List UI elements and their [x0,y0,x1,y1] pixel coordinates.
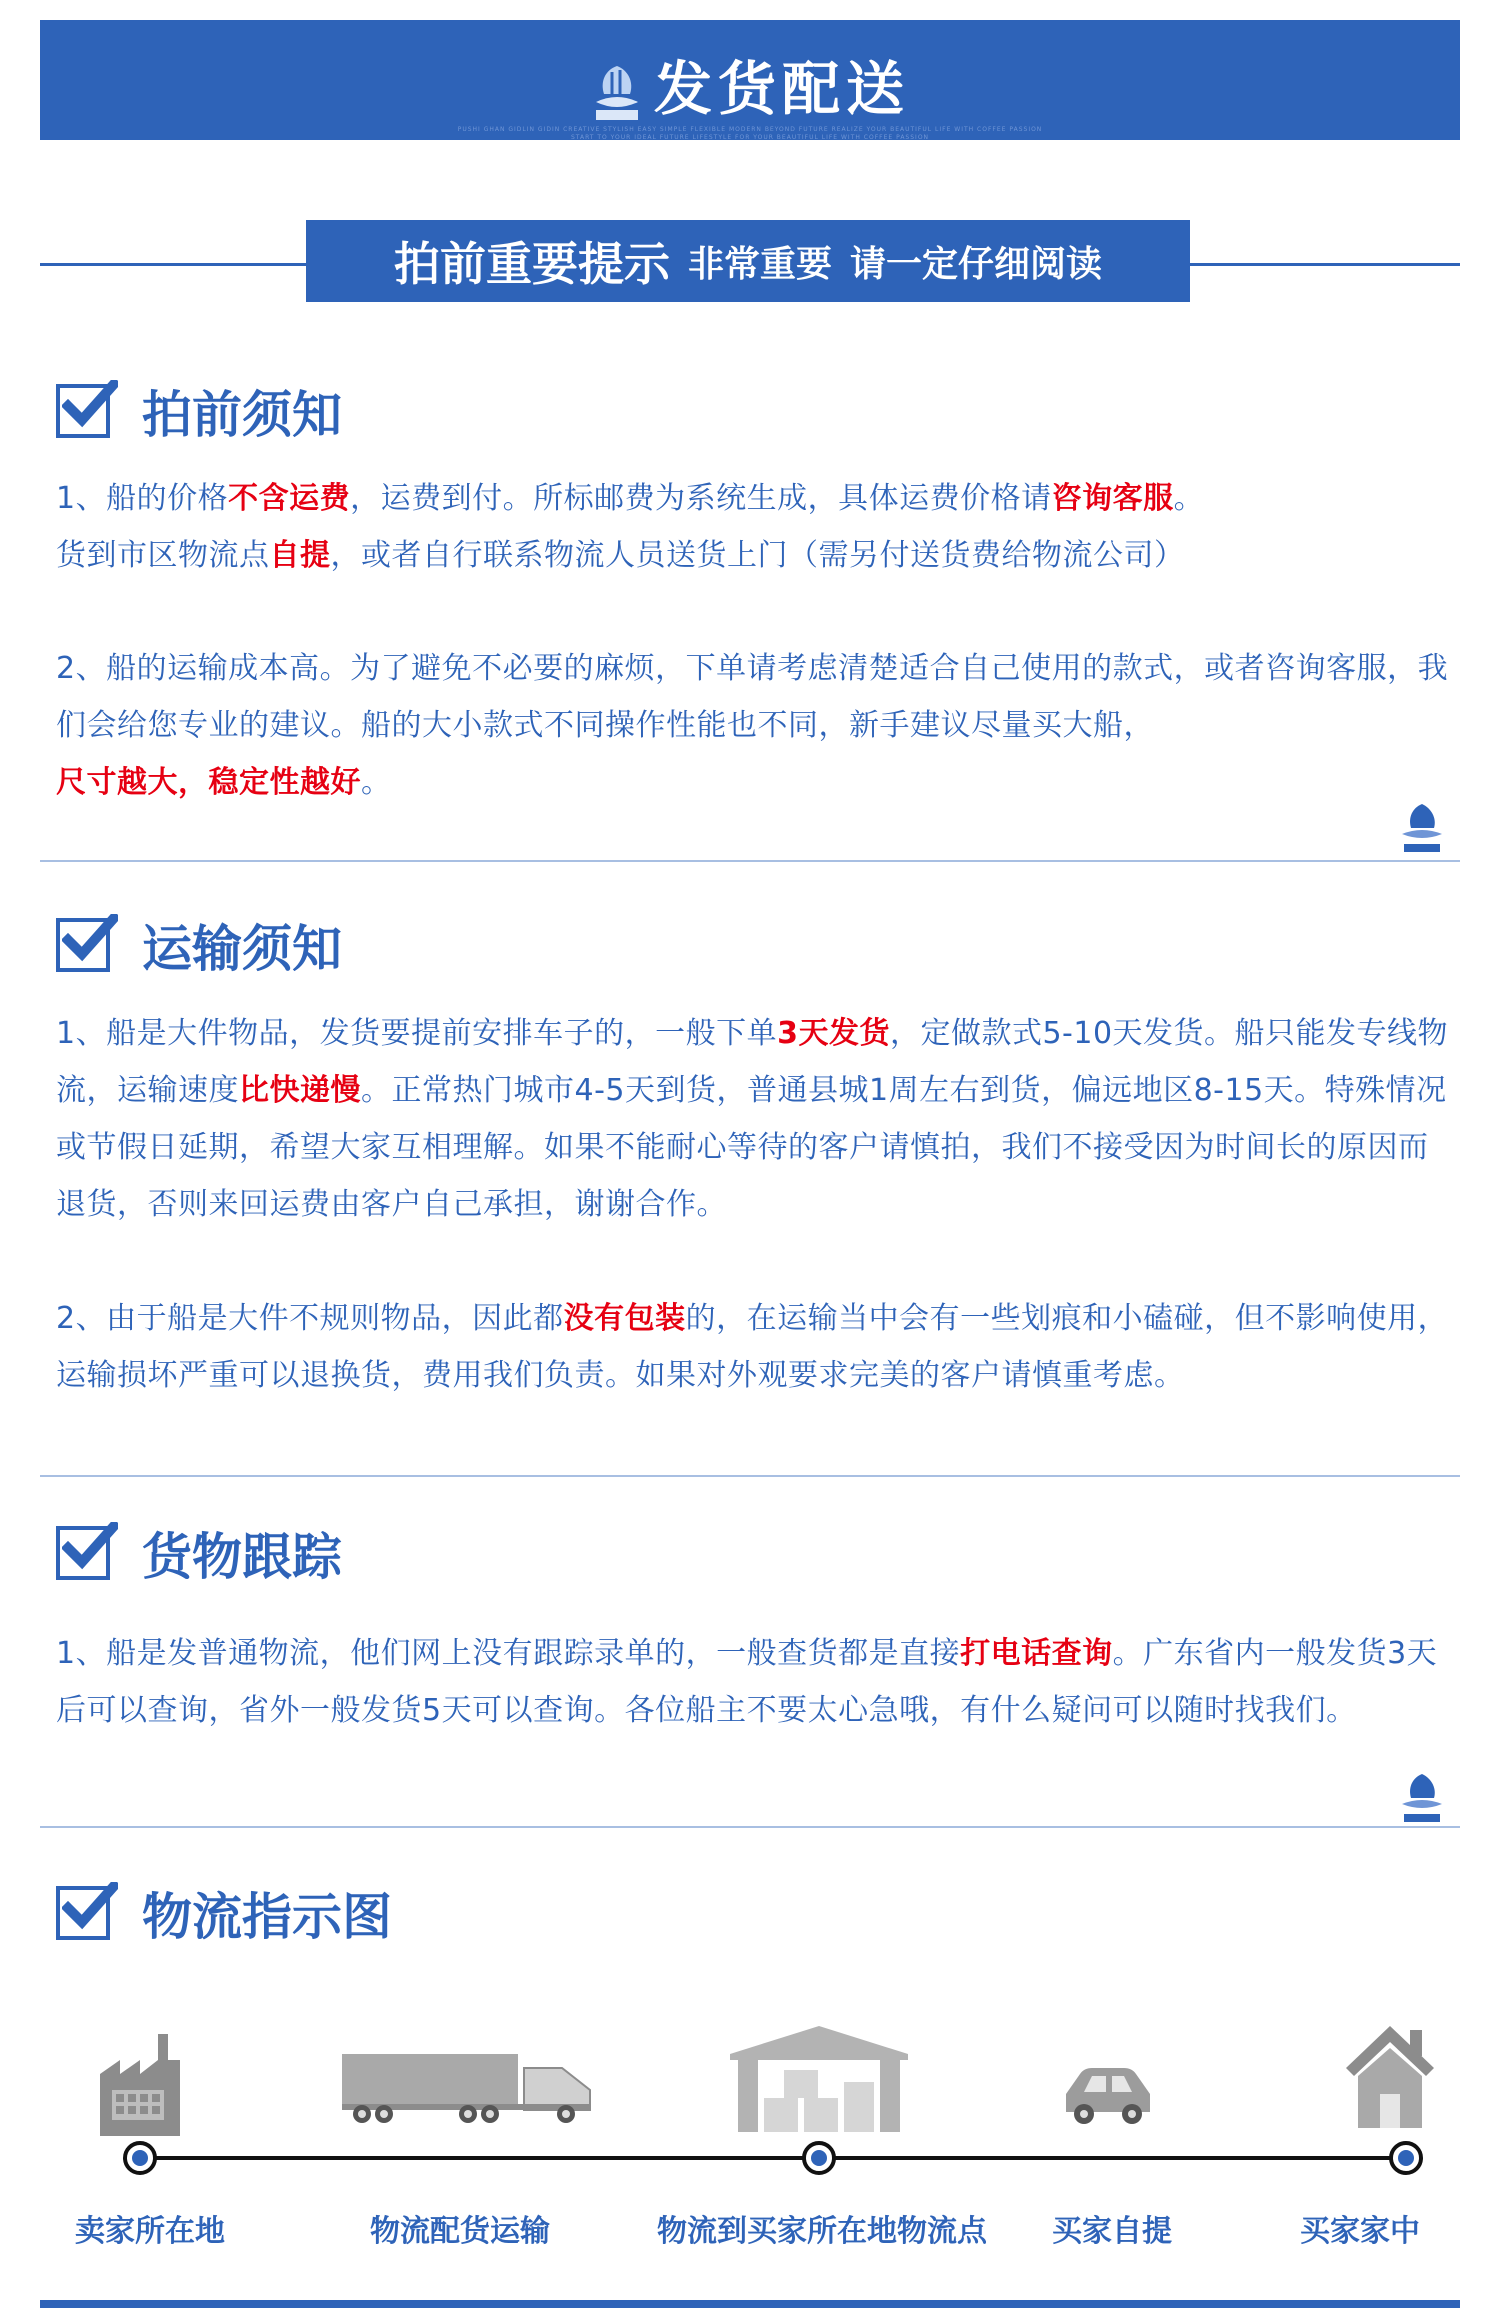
highlight-text: 比快递慢 [239,1073,361,1108]
brand-logo-icon [1398,1770,1446,1826]
flow-node [802,2141,836,2175]
flow-timeline-line [140,2156,1406,2160]
flow-step-label: 买家家中 [1300,2214,1420,2249]
paragraph-text: 。广东省内一般发货3天后可以查询，省外一般发货5天可以查询。各位船主不要太心急哦，有什么疑问可以随时找我们。 [56,1636,1438,1728]
footer-bar [40,2300,1460,2308]
checkmark-icon [56,1526,110,1580]
highlight-text: 3天发货 [777,1016,890,1051]
notice-sub-text-2: 请一定仔细阅读 [850,243,1103,285]
highlight-text: 打电话查询 [960,1636,1113,1671]
truck-icon [338,2050,600,2124]
flow-step-label: 买家自提 [1052,2214,1172,2249]
paragraph-text: 。 [361,765,392,800]
paragraph-text: 1、船的价格 [56,481,229,516]
factory-icon [90,2024,190,2136]
shipping-paragraph-1 [56,1005,1456,1233]
paragraph-text: 货到市区物流点 [56,538,270,573]
highlight-text: 没有包装 [563,1301,686,1336]
paragraph-text: ，定做款式5-10天发货。船只能发专线物流，运输速度 [56,1016,1449,1108]
tracking-paragraph-1 [56,1625,1456,1739]
section-divider [40,1475,1460,1477]
section-divider [40,860,1460,862]
flow-node [123,2141,157,2175]
section-title-flow: 物流指示图 [56,1878,392,1948]
shipping-paragraph-2 [56,1290,1456,1404]
highlight-text: 自提 [269,538,331,573]
flow-step-label: 卖家所在地 [75,2214,225,2249]
flow-node [1389,2141,1423,2175]
flow-step-label: 物流配货运输 [370,2214,550,2249]
car-icon [1058,2062,1158,2126]
before-buy-paragraph-1 [56,470,1456,584]
brand-logo-icon [590,62,644,124]
checkmark-icon [56,384,110,438]
logistics-flow-diagram [40,2000,1460,2260]
notice-sub-text: 非常重要 [687,243,832,285]
paragraph-text: 的，在运输当中会有一些划痕和小磕碰，但不影响使用，运输损坏严重可以退换货，费用我们负责。如果对外观要求完美的客户请慎重考虑。 [56,1301,1449,1393]
flow-step-label: 物流到买家所在地物流点 [657,2214,987,2249]
paragraph-text: 1、船是大件物品，发货要提前安排车子的，一般下单 [56,1016,778,1051]
highlight-text: 咨询客服 [1051,481,1174,516]
banner-title: 发货配送 [653,55,910,123]
paragraph-text: 2、由于船是大件不规则物品，因此都 [56,1301,564,1336]
section-divider [40,1826,1460,1828]
notice-main-text: 拍前重要提示 [393,237,670,291]
house-icon [1342,2022,1438,2132]
paragraph-text: 1、船是发普通物流，他们网上没有跟踪录单的，一般查货都是直接 [56,1636,961,1671]
brand-logo-icon [1398,800,1446,856]
paragraph-text: ，或者自行联系物流人员送货上门（需另付送货费给物流公司） [330,538,1185,573]
paragraph-text: ，运费到付。所标邮费为系统生成，具体运费价格请 [350,481,1052,516]
paragraph-text: 。正常热门城市4-5天到货，普通县城1周左右到货，偏远地区8-15天。特殊情况或节假日延期，希望大家互相理解。如果不能耐心等待的客户请慎拍，我们不接受因为时间长的原因而退货，否则来回运费由客户自己承担，谢谢合作。 [56,1073,1447,1222]
before-buy-paragraph-2 [56,640,1456,811]
header-banner [40,20,1460,140]
highlight-text: 不含运费 [228,481,351,516]
important-notice-banner [306,220,1190,302]
section-title-before-buy: 拍前须知 [56,376,342,446]
section-title-tracking: 货物跟踪 [56,1518,342,1588]
section-title-shipping: 运输须知 [56,910,342,980]
banner-tagline-secondary: START TO YOUR IDEAL FUTURE LIFESTYLE FOR YOUR BEAUTIFUL LIFE WITH COFFEE PASSION [570,134,930,140]
highlight-text: 尺寸越大，稳定性越好 [56,765,361,800]
checkmark-icon [56,918,110,972]
banner-tagline: PUSHI GHAN GIDLIN GIDIN CREATIVE STYLISH EASY SIMPLE FLEXIBLE MODERN BEYOND FUTURE REALIZE YOUR BEAUTIFUL LIFE WITH COFFEE PASSION [457,126,1043,133]
warehouse-icon [724,2020,914,2132]
paragraph-text: 。 [1173,481,1205,516]
paragraph-text: 2、船的运输成本高。为了避免不必要的麻烦，下单请考虑清楚适合自己使用的款式，或者咨询客服，我们会给您专业的建议。船的大小款式不同操作性能也不同，新手建议尽量买大船， [56,651,1449,743]
checkmark-icon [56,1886,110,1940]
